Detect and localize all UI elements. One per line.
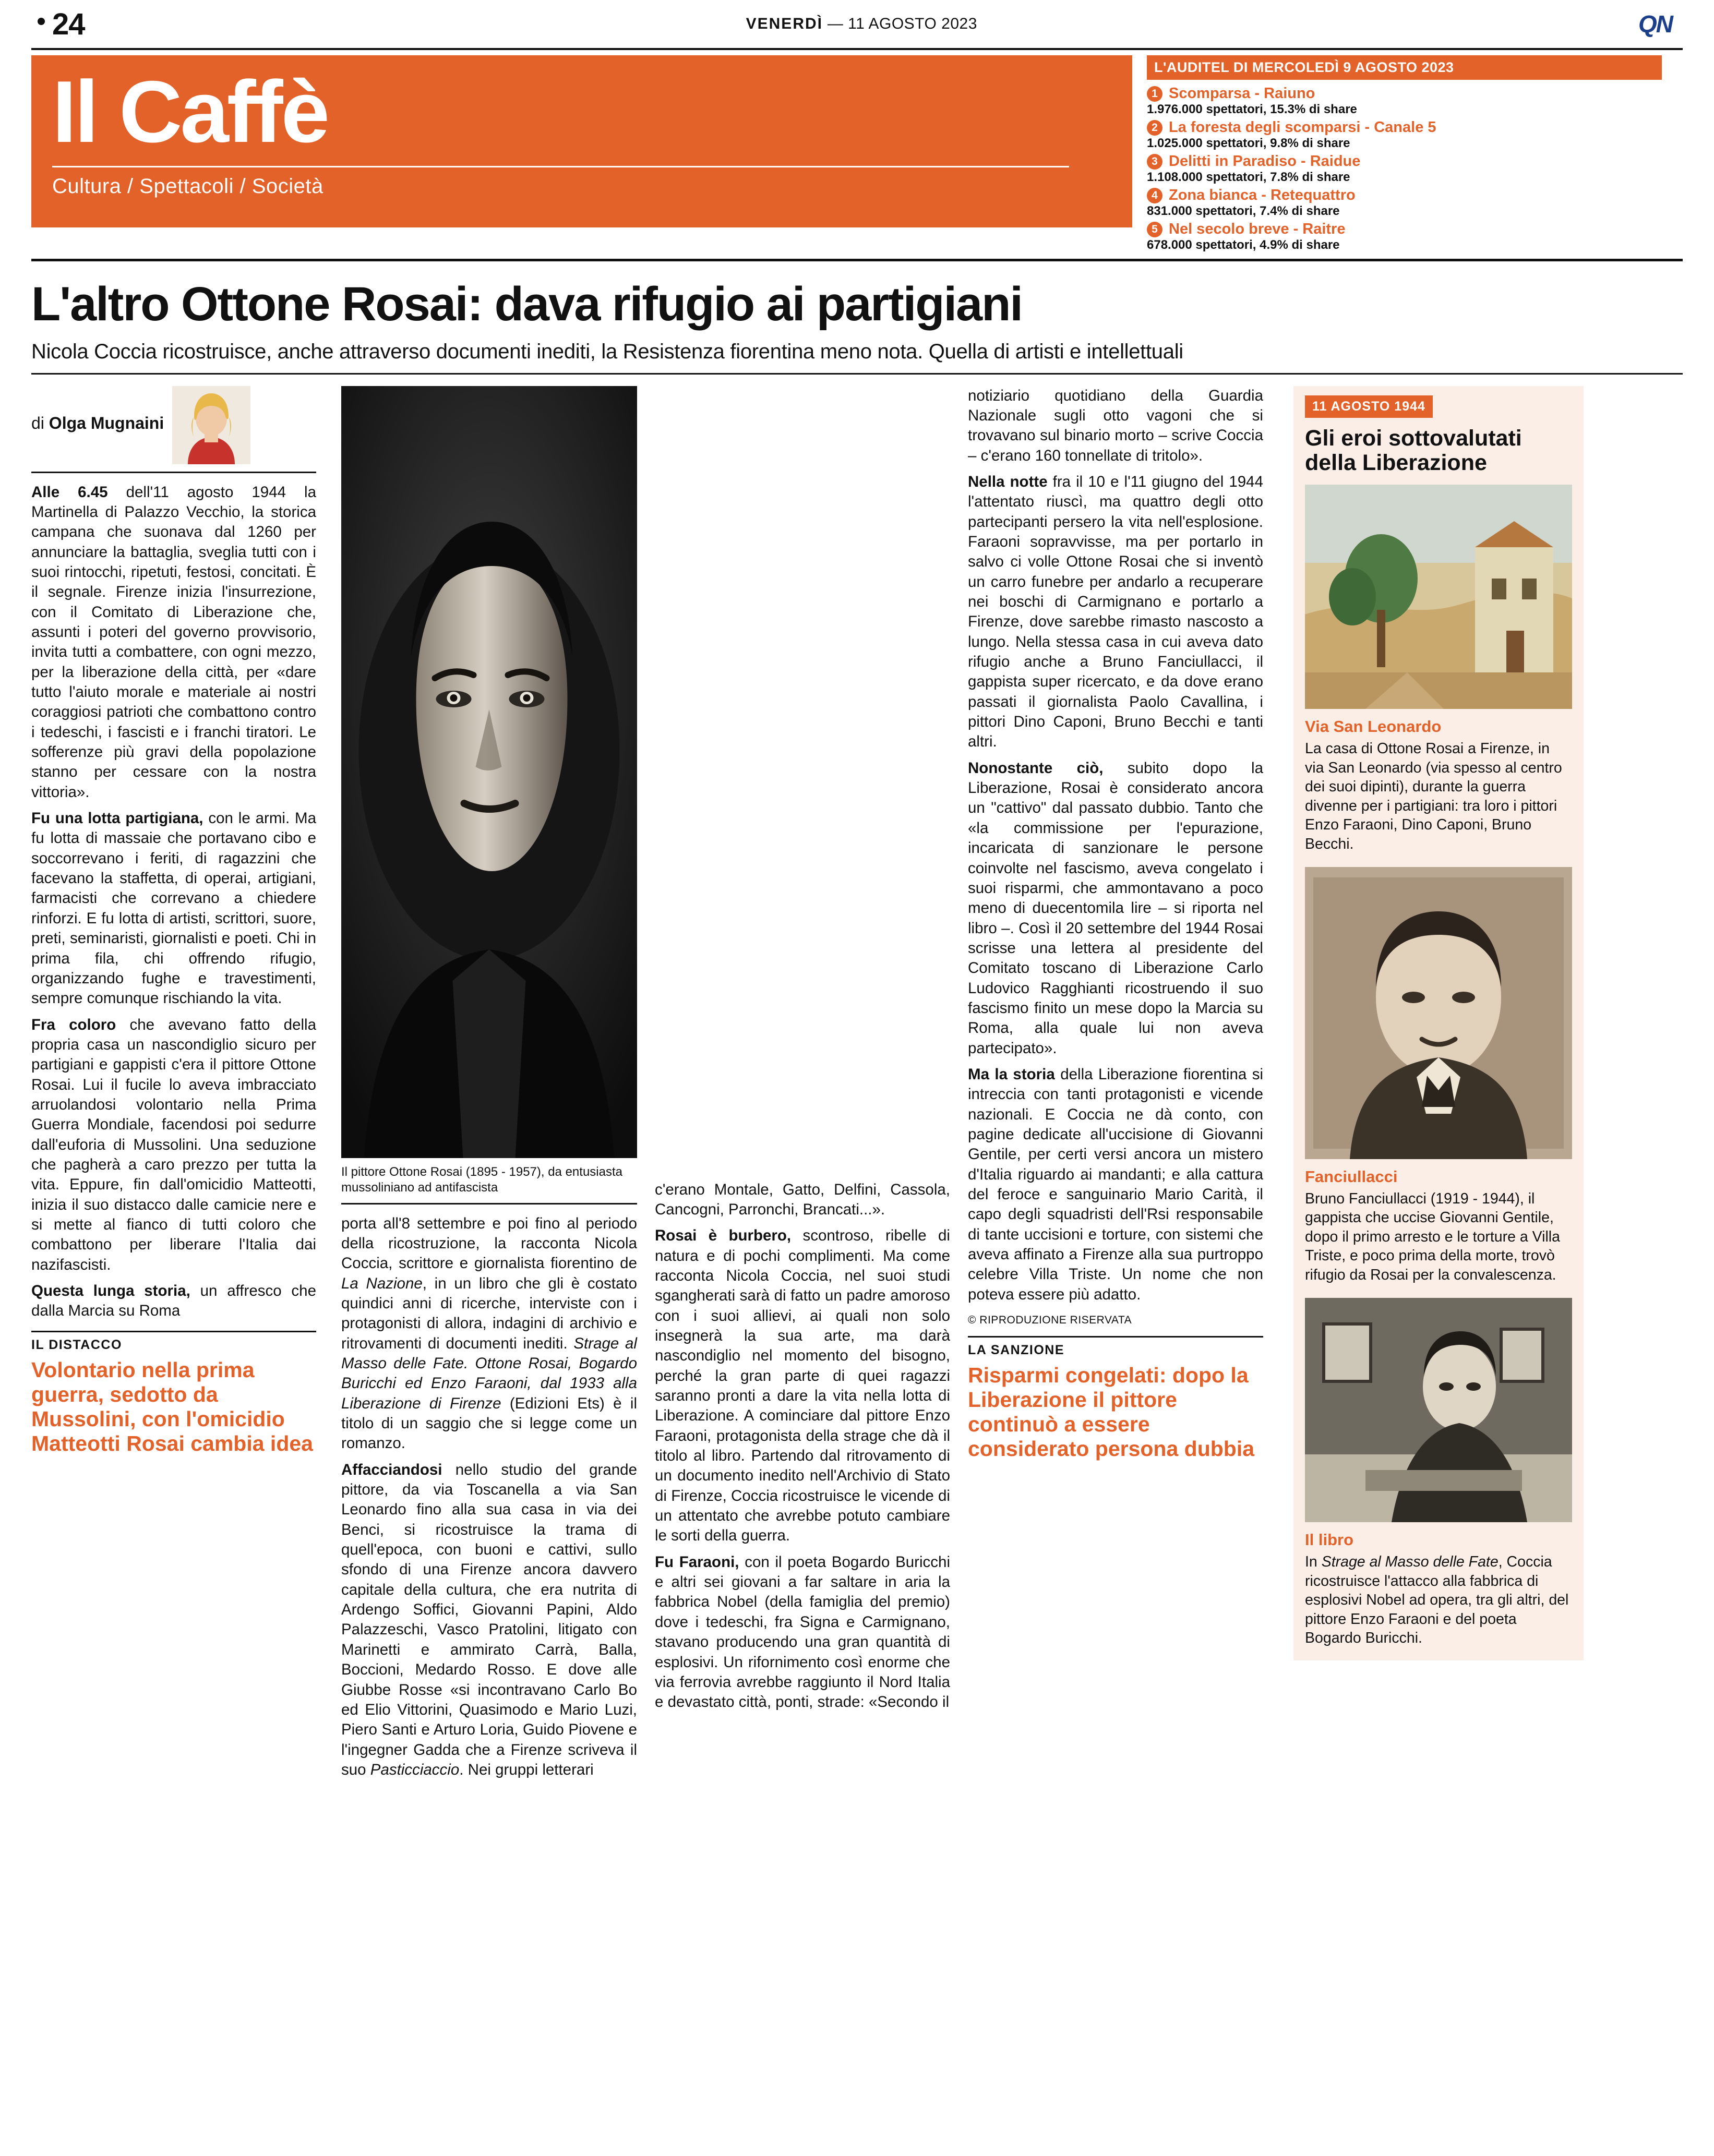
photo-caption: Il pittore Ottone Rosai (1895 - 1957), da entusiasta mussoliniano ad antifascista: [341, 1158, 637, 1205]
page-number: 24: [52, 7, 85, 41]
sidebar-caption-text: [1305, 1552, 1572, 1647]
article-headline: L'altro Ottone Rosai: dava rifugio ai partigiani: [31, 278, 1022, 331]
qn-logo: QN: [1638, 10, 1672, 38]
auditel-box: [1132, 55, 1662, 255]
auditel-program: Scomparsa - Raiuno: [1169, 85, 1315, 102]
avatar: [172, 386, 250, 464]
byline-prefix: di: [31, 413, 44, 432]
section-title: Il Caffè: [52, 63, 328, 161]
paragraph-text: un affresco che dalla Marcia su Roma: [31, 1282, 316, 1320]
paragraph-lead: Ma la storia: [968, 1065, 1055, 1083]
paragraph-italic: Strage al Masso delle Fate. Ottone Rosai, Bogardo Buricchi ed Enzo Faraoni, dal 1933 alla Liberazione di Firenze: [341, 1334, 637, 1412]
status-badge: 11 AGOSTO 1944: [1305, 395, 1433, 418]
headline-rule: [31, 373, 1683, 375]
auditel-rank: 5: [1147, 222, 1162, 237]
issue-date: [746, 15, 977, 33]
auditel-stats: 1.025.000 spettatori, 9.8% di share: [1147, 136, 1350, 150]
auditel-stats: 1.976.000 spettatori, 15.3% di share: [1147, 102, 1357, 116]
paragraph: [31, 809, 316, 1008]
paragraph: [968, 386, 1263, 466]
paragraph-text: con le armi. Ma fu lotta di massaie che portavano cibo e soccorrevano i feriti, di ragazzini che facevano la staffetta, di operai, artigiani, farmacisti che correvano a chiedere rinforzi. E fu lotta di artisti, scrittori, suore, preti, seminaristi, giornalisti e poeti. Chi in prima fila, chi offrendo rifugio, organizzando fughe e travestimenti, sempre comunque rischiando la vita.: [31, 810, 317, 1007]
paragraph-lead: Affacciandosi: [341, 1461, 442, 1478]
paragraph-lead: Rosai è burbero,: [655, 1227, 792, 1245]
sidebar-caption-italic: Strage al Masso delle Fate: [1321, 1553, 1499, 1571]
paragraph-text: dell'11 agosto 1944 la Martinella di Palazzo Vecchio, la storica campana che suonava dal 1260 per annunciare la battaglia, sveglia tutti con i suoi rintocchi, ripetuti, festosi, concitati. È il segnale. Firenze inizia l'insurrezione, con il Comitato di Liberazione che, assunti i poteri del governo provvisorio, invita tutti a combattere, con ogni mezzo, per la liberazione della città, per «dare tutto l'aiuto morale e materiale ai nostri coraggiosi patrioti che combattono contro i tedeschi, i fascisti e i franchi tiratori. Le sofferenze più gravi della popolazione stanno per cessare con la nostra vittoria».: [31, 483, 316, 801]
pullquote-la-sanzione: Risparmi congelati: dopo la Liberazione il pittore continuò a essere considerato persona dubbia: [968, 1363, 1255, 1461]
auditel-row: [1147, 221, 1662, 252]
paragraph: [655, 1552, 950, 1713]
auditel-rank: 3: [1147, 154, 1162, 170]
sidebar-image-fanciullacci: [1305, 867, 1572, 1159]
issue-weekday: VENERDÌ: [746, 15, 823, 32]
paragraph-text: scontroso, ribelle di natura e di pochi complimenti. Ma come racconta Nicola Coccia, nel suoi studi sgangherati sarà di fatto un padre amoroso con i suoi allievi, ai quali non solo insegnerà la sua arte, ma darà nascondiglio nel momento del bisogno, perché la gran parte di quei ragazzi saranno pronti a dare la vita nella lotta di Liberazione. A cominciare dal pittore Enzo Faraoni, protagonista della strage che dà il titolo al libro. Partendo dal ritrovamento di un documento inedito nell'Archivio di Stato di Firenze, Coccia ricostruisce le vicende di un attentato che avrebbe potuto cambiare le sorti della guerra.: [655, 1227, 950, 1545]
sidebar-caption-title: Il libro: [1305, 1531, 1353, 1549]
auditel-stats: 678.000 spettatori, 4.9% di share: [1147, 238, 1340, 252]
paragraph-lead: Fu Faraoni,: [655, 1553, 739, 1571]
byline-name: Olga Mugnaini: [49, 413, 164, 432]
auditel-program: La foresta degli scomparsi - Canale 5: [1169, 119, 1436, 136]
paragraph: [341, 1214, 637, 1454]
paragraph-text: con il poeta Bogardo Buricchi e altri sei giovani a far saltare in aria la fabbrica Nobel (della famiglia del premio) dove i tedeschi, fra Signa e Carmignano, stavano producendo una gran quantità di esplosivi. Un rifornimento così enorme che via ferrovia avrebbe raggiunto il Nord Italia e devastato città, ponti, strade: «Secondo il: [655, 1553, 950, 1711]
paragraph: [968, 758, 1263, 1058]
section-subtitle: Cultura / Spettacoli / Società: [52, 175, 323, 198]
masthead: [31, 55, 1683, 255]
auditel-program: Nel secolo breve - Raitre: [1169, 221, 1346, 237]
pullquote-il-distacco: Volontario nella prima guerra, sedotto da Mussolini, con l'omicidio Matteotti Rosai cambia idea: [31, 1357, 313, 1456]
byline-block: [31, 386, 316, 473]
bullet-icon: [38, 18, 45, 25]
sidebar-image-via-san-leonardo: [1305, 485, 1572, 709]
page-topbar: [31, 0, 1683, 50]
paragraph-text: fra il 10 e l'11 giugno del 1944 l'attentato riuscì, ma quattro degli otto partecipanti persero la vita nell'esplosione. Faraoni sopravvisse, ma per portarlo in salvo ci volle Ottone Rosai che si inventò un carro funebre per andarlo a recuperare nei boschi di Carmignano e portarlo a Firenze, dove sarebbe rimasto nascosto a lungo. Nella stessa casa in cui aveva dato rifugio anche a Bruno Fanciullacci, il gappista super ricercato, e da dove erano passati il giornalista Paolo Cavallina, i pittori Dino Caponi, Bruno Becchi e tanti altri.: [968, 473, 1263, 751]
page-number-group: [38, 7, 85, 42]
issue-dash: —: [827, 15, 844, 32]
paragraph-lead: Fu una lotta partigiana,: [31, 810, 203, 827]
masthead-bottom-rule: [31, 259, 1683, 261]
auditel-stats: 831.000 spettatori, 7.4% di share: [1147, 204, 1340, 218]
paragraph-text: porta all'8 settembre e poi fino al periodo della ricostruzione, la racconta Nicola Coccia, scrittore e giornalista fiorentino de: [341, 1214, 637, 1272]
paragraph-italic: La Nazione: [341, 1274, 423, 1292]
paragraph-lead: Alle 6.45: [31, 483, 108, 501]
sidebar-caption-pre: In: [1305, 1553, 1322, 1571]
column-3: [655, 386, 968, 1780]
auditel-rank: 1: [1147, 86, 1162, 102]
paragraph: [968, 1065, 1263, 1305]
paragraph-text: che avevano fatto della propria casa un nascondiglio sicuro per partigiani e gappisti c'era il pittore Ottone Rosai. Lui il fucile lo aveva imbracciato arruolandosi volontario nella Prima Guerra Mondiale, facendosi poi sedurre dall'euforia di Mussolini. Una seduzione che pagherà a caro prezzo per tutta la vita. Eppure, fin dall'omicidio Matteotti, inizia il suo distacco dalle camicie nere e si mette al fianco di tutti coloro che combattono per liberare l'Italia dai nazifascisti.: [31, 1016, 317, 1273]
byline: [31, 386, 164, 433]
photo-spacer: [655, 386, 950, 1180]
sidebar-caption-text: Bruno Fanciullacci (1919 - 1944), il gappista che uccise Giovanni Gentile, dopo il primo arresto e le torture a Villa Triste, e poco prima della morte, trovò rifugio da Rosai per la convalescenza.: [1305, 1190, 1560, 1283]
auditel-row: [1147, 85, 1662, 117]
auditel-row: [1147, 153, 1662, 185]
paragraph-lead: Fra coloro: [31, 1016, 116, 1033]
article-grid: [31, 386, 1683, 1780]
paragraph-lead: Nella notte: [968, 473, 1048, 490]
main-photo: [341, 386, 637, 1158]
auditel-rank: 4: [1147, 188, 1162, 203]
column-2: [334, 386, 655, 1780]
paragraph-lead: Nonostante ciò,: [968, 759, 1104, 777]
auditel-program: Zona bianca - Retequattro: [1169, 187, 1356, 203]
sidebar-box: [1293, 386, 1584, 1660]
auditel-stats: 1.108.000 spettatori, 7.8% di share: [1147, 170, 1350, 184]
column-4: [968, 386, 1281, 1780]
sidebar-image-il-libro: [1305, 1298, 1572, 1522]
sidebar-caption-title: Via San Leonardo: [1305, 717, 1442, 736]
paragraph-text: (Edizioni Ets) è il titolo di un saggio che si legge come un romanzo.: [341, 1394, 637, 1452]
sidebar-caption-title: Fanciullacci: [1305, 1167, 1398, 1186]
paragraph-text: della Liberazione fiorentina si intreccia con tanti protagonisti e vicende nazionali. E Coccia ne dà conto, con pagine dedicate all'uccisione di Giovanni Gentile, per certi versi ancora un mistero d'Italia riguardo ai mandanti; e alla cattura del feroce e sanguinario Mario Carità, il capo degli squadristi dell'Rsi responsabile di tante uccisioni e torture, con sistemi che aveva affinato a Firenze alla sua purtroppo celebre Villa Triste. Un nome che non poteva essere più adatto.: [968, 1065, 1263, 1303]
kicker-il-distacco: IL DISTACCO: [31, 1331, 316, 1353]
paragraph-text: notiziario quotidiano della Guardia Nazionale sugli otto vagoni che si trovavano sul binario morto – scrive Coccia – c'erano 160 tonnellate di tritolo».: [968, 387, 1263, 464]
paragraph-text: c'erano Montale, Gatto, Delfini, Cassola, Cancogni, Parronchi, Brancati...».: [655, 1181, 950, 1218]
paragraph-text: subito dopo la Liberazione, Rosai è considerato ancora un "cattivo" dal passato dubbio. Tanto che «la commissione per l'epurazione, incaricata di sanzionare le persone coinvolte nel fascismo, aveva congelato i suoi risparmi, che ammontavano a poco meno di duecentomila lire – si riporta nel libro –. Così il 20 settembre del 1944 Rosai scrisse una lettera al presidente del Comitato toscano di Liberazione Carlo Ludovico Ragghianti ricostruendo il suo fascismo finito un mese dopo la Marcia su Roma, alla quale lui non aveva partecipato».: [968, 759, 1263, 1057]
auditel-row: [1147, 187, 1662, 219]
paragraph: [655, 1180, 950, 1220]
paragraph-lead: Questa lunga storia,: [31, 1282, 190, 1299]
paragraph: [31, 1015, 316, 1275]
column-1: [31, 386, 334, 1780]
paragraph-text: . Nei gruppi letterari: [459, 1761, 594, 1778]
sidebar-caption-post: , Coccia ricostruisce l'attacco alla fabbrica di esplosivi Nobel ad opera, tra gli altri, del pittore Enzo Faraoni e del poeta Bogardo Buricchi.: [1305, 1553, 1569, 1647]
sidebar-title: Gli eroi sottovalutati della Liberazione: [1305, 425, 1522, 475]
paragraph: [31, 1281, 316, 1321]
paragraph: [968, 472, 1263, 752]
paragraph: [655, 1226, 950, 1546]
column-5: [1281, 386, 1584, 1780]
auditel-list: [1147, 85, 1662, 252]
paragraph-italic: Pasticciaccio: [370, 1761, 460, 1778]
sidebar-caption-text: La casa di Ottone Rosai a Firenze, in via San Leonardo (via spesso al centro dei suoi dipinti), durante la guerra divenne per i partigiani: tra loro i pittori Enzo Faraoni, Dino Caponi, Bruno Becchi.: [1305, 740, 1562, 852]
copyright-note: © RIPRODUZIONE RISERVATA: [968, 1314, 1132, 1327]
paragraph: [341, 1460, 637, 1780]
auditel-rank: 2: [1147, 120, 1162, 136]
masthead-banner: [31, 55, 1132, 227]
kicker-la-sanzione: LA SANZIONE: [968, 1336, 1263, 1358]
paragraph-text: , in un libro che gli è costato quindici anni di ricerche, interviste con i protagonisti di allora, indagini di archivio e ritrovamenti di documenti inediti.: [341, 1274, 638, 1352]
paragraph: [31, 483, 316, 803]
auditel-row: [1147, 119, 1662, 151]
auditel-header: L'AUDITEL DI MERCOLEDÌ 9 AGOSTO 2023: [1147, 55, 1662, 80]
article-subhead: Nicola Coccia ricostruisce, anche attraverso documenti inediti, la Resistenza fiorentina meno nota. Quella di artisti e intellettuali: [31, 340, 1183, 363]
auditel-program: Delitti in Paradiso - Raidue: [1169, 153, 1361, 170]
masthead-divider: [52, 166, 1069, 167]
issue-date-text: 11 AGOSTO 2023: [848, 15, 977, 32]
paragraph-text: nello studio del grande pittore, da via Toscanella a via San Leonardo fino alla sua casa in via dei Benci, si ricostruisce la trama di quell'epoca, con buoni e cattivi, sullo sfondo di una Firenze ancora davvero capitale della cultura, che era nutrita di Ardengo Soffici, Giovanni Papini, Aldo Palazzeschi, Vasco Pratolini, litigato con Marinetti e ammirato Carrà, Balla, Boccioni, Medardo Rosso. E dove alle Giubbe Rosse «si incontravano Carlo Bo ed Elio Vittorini, Quasimodo e Mario Luzi, Piero Santi e Arturo Loria, Guido Piovene e l'ingegner Gadda che a Firenze scriveva il suo: [341, 1461, 637, 1778]
